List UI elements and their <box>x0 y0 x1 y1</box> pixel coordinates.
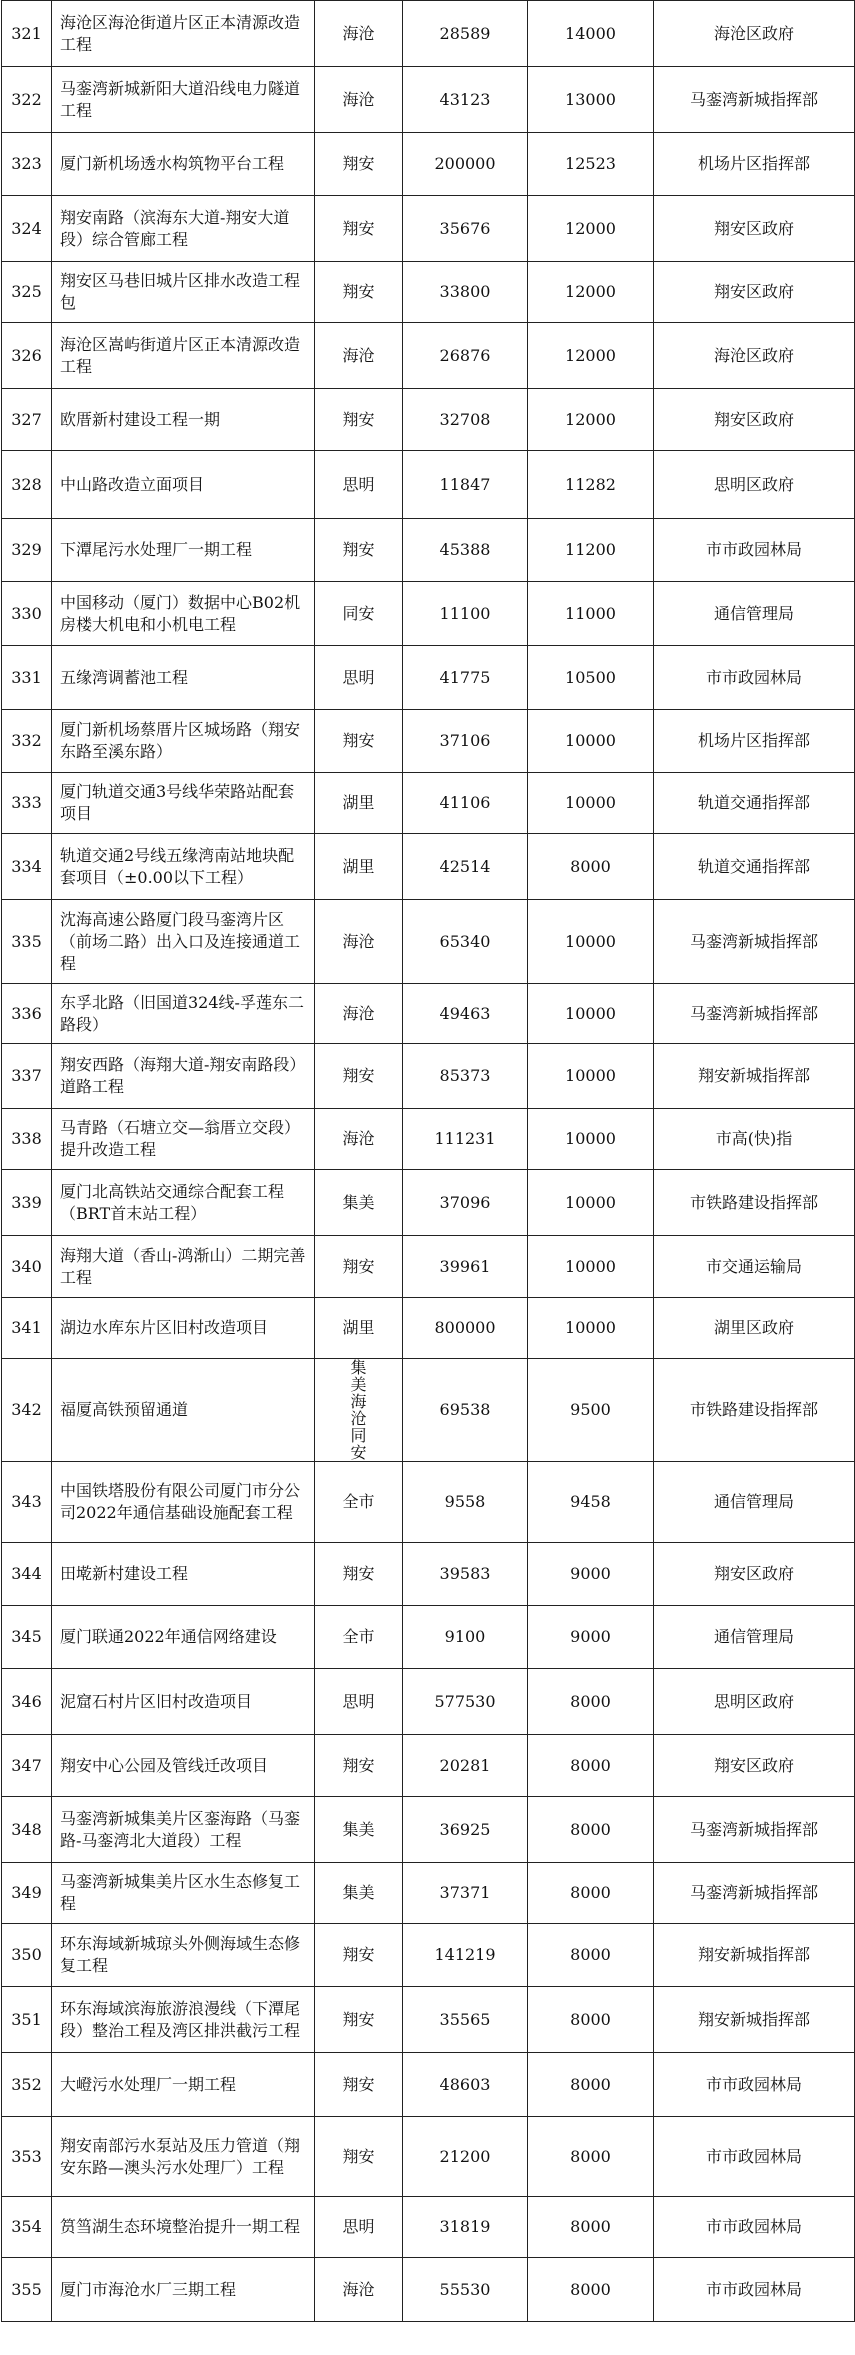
total-investment-cell: 39583 <box>403 1543 528 1606</box>
row-number-cell: 332 <box>2 710 52 773</box>
table-row <box>2 646 855 710</box>
project-name-cell: 中国移动（厦门）数据中心B02机房楼大机电和小机电工程 <box>52 582 315 646</box>
row-number-cell: 353 <box>2 2117 52 2197</box>
table-row <box>2 2258 855 2322</box>
total-investment-cell: 9100 <box>403 1606 528 1669</box>
table-row <box>2 1987 855 2053</box>
table-row <box>2 1298 855 1359</box>
responsible-unit-cell: 市市政园林局 <box>654 2117 855 2197</box>
responsible-unit-cell: 翔安新城指挥部 <box>654 1044 855 1109</box>
project-name-cell: 厦门新机场蔡厝片区城场路（翔安东路至溪东路） <box>52 710 315 773</box>
responsible-unit-cell: 市铁路建设指挥部 <box>654 1170 855 1236</box>
total-investment-cell: 28589 <box>403 1 528 67</box>
table-row <box>2 196 855 262</box>
district-cell: 翔安 <box>315 1236 403 1298</box>
annual-plan-cell: 14000 <box>528 1 654 67</box>
district-cell: 海沧 <box>315 2258 403 2322</box>
responsible-unit-cell: 马銮湾新城指挥部 <box>654 67 855 133</box>
annual-plan-cell: 8000 <box>528 2258 654 2322</box>
responsible-unit-cell: 翔安新城指挥部 <box>654 1924 855 1987</box>
row-number-cell: 331 <box>2 646 52 710</box>
table-row <box>2 834 855 900</box>
annual-plan-cell: 8000 <box>528 1863 654 1924</box>
table-row <box>2 133 855 196</box>
row-number-cell: 322 <box>2 67 52 133</box>
table-row <box>2 1109 855 1170</box>
responsible-unit-cell: 市铁路建设指挥部 <box>654 1359 855 1462</box>
row-number-cell: 336 <box>2 984 52 1044</box>
responsible-unit-cell: 市交通运输局 <box>654 1236 855 1298</box>
total-investment-cell: 111231 <box>403 1109 528 1170</box>
table-row <box>2 1606 855 1669</box>
district-cell: 思明 <box>315 1669 403 1735</box>
responsible-unit-cell: 海沧区政府 <box>654 323 855 389</box>
project-name-cell: 厦门新机场透水构筑物平台工程 <box>52 133 315 196</box>
table-row <box>2 1170 855 1236</box>
annual-plan-cell: 10000 <box>528 984 654 1044</box>
annual-plan-cell: 10000 <box>528 1236 654 1298</box>
project-name-cell: 海沧区嵩屿街道片区正本清源改造工程 <box>52 323 315 389</box>
responsible-unit-cell: 思明区政府 <box>654 451 855 519</box>
annual-plan-cell: 9000 <box>528 1543 654 1606</box>
responsible-unit-cell: 市市政园林局 <box>654 519 855 582</box>
annual-plan-cell: 12000 <box>528 262 654 323</box>
row-number-cell: 352 <box>2 2053 52 2117</box>
project-name-cell: 泥窟石村片区旧村改造项目 <box>52 1669 315 1735</box>
row-number-cell: 323 <box>2 133 52 196</box>
project-name-cell: 下潭尾污水处理厂一期工程 <box>52 519 315 582</box>
district-cell: 翔安 <box>315 1735 403 1797</box>
total-investment-cell: 9558 <box>403 1462 528 1543</box>
table-row <box>2 710 855 773</box>
project-name-cell: 筼筜湖生态环境整治提升一期工程 <box>52 2197 315 2258</box>
responsible-unit-cell: 市市政园林局 <box>654 646 855 710</box>
annual-plan-cell: 11282 <box>528 451 654 519</box>
row-number-cell: 327 <box>2 389 52 451</box>
row-number-cell: 341 <box>2 1298 52 1359</box>
district-cell: 思明 <box>315 2197 403 2258</box>
annual-plan-cell: 10000 <box>528 1044 654 1109</box>
total-investment-cell: 37371 <box>403 1863 528 1924</box>
total-investment-cell: 20281 <box>403 1735 528 1797</box>
project-name-cell: 马銮湾新城集美片区水生态修复工程 <box>52 1863 315 1924</box>
table-row <box>2 1669 855 1735</box>
district-cell: 海沧 <box>315 900 403 984</box>
responsible-unit-cell: 机场片区指挥部 <box>654 133 855 196</box>
annual-plan-cell: 8000 <box>528 834 654 900</box>
row-number-cell: 337 <box>2 1044 52 1109</box>
project-name-cell: 马銮湾新城新阳大道沿线电力隧道工程 <box>52 67 315 133</box>
table-row <box>2 1735 855 1797</box>
project-name-cell: 田墘新村建设工程 <box>52 1543 315 1606</box>
row-number-cell: 325 <box>2 262 52 323</box>
responsible-unit-cell: 翔安区政府 <box>654 389 855 451</box>
row-number-cell: 334 <box>2 834 52 900</box>
project-name-cell: 厦门北高铁站交通综合配套工程（BRT首末站工程） <box>52 1170 315 1236</box>
project-name-cell: 湖边水库东片区旧村改造项目 <box>52 1298 315 1359</box>
district-cell: 同安 <box>315 582 403 646</box>
annual-plan-cell: 10000 <box>528 1109 654 1170</box>
district-cell: 湖里 <box>315 1298 403 1359</box>
project-name-cell: 海翔大道（香山-鸿渐山）二期完善工程 <box>52 1236 315 1298</box>
responsible-unit-cell: 通信管理局 <box>654 582 855 646</box>
district-cell: 翔安 <box>315 389 403 451</box>
responsible-unit-cell: 翔安区政府 <box>654 262 855 323</box>
responsible-unit-cell: 马銮湾新城指挥部 <box>654 1797 855 1863</box>
row-number-cell: 350 <box>2 1924 52 1987</box>
annual-plan-cell: 9000 <box>528 1606 654 1669</box>
responsible-unit-cell: 思明区政府 <box>654 1669 855 1735</box>
annual-plan-cell: 12000 <box>528 323 654 389</box>
responsible-unit-cell: 通信管理局 <box>654 1462 855 1543</box>
total-investment-cell: 26876 <box>403 323 528 389</box>
total-investment-cell: 200000 <box>403 133 528 196</box>
responsible-unit-cell: 轨道交通指挥部 <box>654 773 855 834</box>
project-name-cell: 东孚北路（旧国道324线-孚莲东二路段） <box>52 984 315 1044</box>
district-cell: 翔安 <box>315 133 403 196</box>
total-investment-cell: 42514 <box>403 834 528 900</box>
district-cell: 集美 <box>315 1863 403 1924</box>
project-name-cell: 环东海域新城琼头外侧海域生态修复工程 <box>52 1924 315 1987</box>
annual-plan-cell: 12523 <box>528 133 654 196</box>
total-investment-cell: 65340 <box>403 900 528 984</box>
row-number-cell: 326 <box>2 323 52 389</box>
annual-plan-cell: 9500 <box>528 1359 654 1462</box>
annual-plan-cell: 10000 <box>528 710 654 773</box>
row-number-cell: 328 <box>2 451 52 519</box>
annual-plan-cell: 8000 <box>528 2117 654 2197</box>
table-row <box>2 1044 855 1109</box>
responsible-unit-cell: 市市政园林局 <box>654 2197 855 2258</box>
responsible-unit-cell: 马銮湾新城指挥部 <box>654 984 855 1044</box>
table-row <box>2 67 855 133</box>
table-row <box>2 2197 855 2258</box>
responsible-unit-cell: 马銮湾新城指挥部 <box>654 900 855 984</box>
project-table <box>1 0 855 2322</box>
table-body <box>2 1 855 2322</box>
table-row <box>2 1359 855 1462</box>
total-investment-cell: 800000 <box>403 1298 528 1359</box>
responsible-unit-cell: 翔安区政府 <box>654 1735 855 1797</box>
project-name-cell: 中国铁塔股份有限公司厦门市分公司2022年通信基础设施配套工程 <box>52 1462 315 1543</box>
district-cell: 湖里 <box>315 773 403 834</box>
row-number-cell: 330 <box>2 582 52 646</box>
total-investment-cell: 35676 <box>403 196 528 262</box>
project-name-cell: 中山路改造立面项目 <box>52 451 315 519</box>
project-name-cell: 大嶝污水处理厂一期工程 <box>52 2053 315 2117</box>
total-investment-cell: 37096 <box>403 1170 528 1236</box>
project-name-cell: 翔安南部污水泵站及压力管道（翔安东路—澳头污水处理厂）工程 <box>52 2117 315 2197</box>
district-cell: 翔安 <box>315 710 403 773</box>
total-investment-cell: 21200 <box>403 2117 528 2197</box>
total-investment-cell: 32708 <box>403 389 528 451</box>
annual-plan-cell: 9458 <box>528 1462 654 1543</box>
total-investment-cell: 11100 <box>403 582 528 646</box>
district-cell: 翔安 <box>315 1543 403 1606</box>
district-cell: 集美 <box>315 1797 403 1863</box>
row-number-cell: 321 <box>2 1 52 67</box>
total-investment-cell: 11847 <box>403 451 528 519</box>
total-investment-cell: 85373 <box>403 1044 528 1109</box>
total-investment-cell: 69538 <box>403 1359 528 1462</box>
row-number-cell: 340 <box>2 1236 52 1298</box>
row-number-cell: 324 <box>2 196 52 262</box>
annual-plan-cell: 8000 <box>528 1797 654 1863</box>
annual-plan-cell: 8000 <box>528 1735 654 1797</box>
responsible-unit-cell: 翔安区政府 <box>654 196 855 262</box>
row-number-cell: 349 <box>2 1863 52 1924</box>
annual-plan-cell: 10000 <box>528 1170 654 1236</box>
table-row <box>2 2053 855 2117</box>
table-row <box>2 451 855 519</box>
total-investment-cell: 41106 <box>403 773 528 834</box>
responsible-unit-cell: 海沧区政府 <box>654 1 855 67</box>
total-investment-cell: 41775 <box>403 646 528 710</box>
total-investment-cell: 55530 <box>403 2258 528 2322</box>
annual-plan-cell: 11200 <box>528 519 654 582</box>
district-cell: 全市 <box>315 1462 403 1543</box>
district-cell: 翔安 <box>315 1924 403 1987</box>
project-name-cell: 翔安中心公园及管线迁改项目 <box>52 1735 315 1797</box>
total-investment-cell: 49463 <box>403 984 528 1044</box>
total-investment-cell: 33800 <box>403 262 528 323</box>
district-cell: 翔安 <box>315 196 403 262</box>
responsible-unit-cell: 机场片区指挥部 <box>654 710 855 773</box>
annual-plan-cell: 12000 <box>528 196 654 262</box>
table-row <box>2 1236 855 1298</box>
row-number-cell: 342 <box>2 1359 52 1462</box>
district-cell: 翔安 <box>315 1987 403 2053</box>
annual-plan-cell: 8000 <box>528 1987 654 2053</box>
project-name-cell: 沈海高速公路厦门段马銮湾片区（前场二路）出入口及连接通道工程 <box>52 900 315 984</box>
total-investment-cell: 39961 <box>403 1236 528 1298</box>
project-name-cell: 轨道交通2号线五缘湾南站地块配套项目（±0.00以下工程） <box>52 834 315 900</box>
district-cell: 集美海沧同安 <box>315 1359 403 1462</box>
responsible-unit-cell: 市高(快)指 <box>654 1109 855 1170</box>
row-number-cell: 348 <box>2 1797 52 1863</box>
table-row <box>2 582 855 646</box>
row-number-cell: 347 <box>2 1735 52 1797</box>
project-name-cell: 海沧区海沧街道片区正本清源改造工程 <box>52 1 315 67</box>
district-cell: 翔安 <box>315 519 403 582</box>
district-cell: 集美 <box>315 1170 403 1236</box>
annual-plan-cell: 13000 <box>528 67 654 133</box>
table-row <box>2 1797 855 1863</box>
total-investment-cell: 35565 <box>403 1987 528 2053</box>
row-number-cell: 351 <box>2 1987 52 2053</box>
row-number-cell: 329 <box>2 519 52 582</box>
table-row <box>2 773 855 834</box>
row-number-cell: 354 <box>2 2197 52 2258</box>
row-number-cell: 344 <box>2 1543 52 1606</box>
project-name-cell: 福厦高铁预留通道 <box>52 1359 315 1462</box>
total-investment-cell: 141219 <box>403 1924 528 1987</box>
annual-plan-cell: 10000 <box>528 900 654 984</box>
table-row <box>2 262 855 323</box>
total-investment-cell: 48603 <box>403 2053 528 2117</box>
annual-plan-cell: 11000 <box>528 582 654 646</box>
project-name-cell: 翔安区马巷旧城片区排水改造工程包 <box>52 262 315 323</box>
district-cell: 翔安 <box>315 262 403 323</box>
responsible-unit-cell: 马銮湾新城指挥部 <box>654 1863 855 1924</box>
district-cell: 思明 <box>315 451 403 519</box>
district-cell: 海沧 <box>315 323 403 389</box>
project-name-cell: 翔安西路（海翔大道-翔安南路段）道路工程 <box>52 1044 315 1109</box>
district-cell: 全市 <box>315 1606 403 1669</box>
district-cell: 海沧 <box>315 67 403 133</box>
district-cell: 海沧 <box>315 1109 403 1170</box>
row-number-cell: 335 <box>2 900 52 984</box>
table-row <box>2 389 855 451</box>
table-row <box>2 1543 855 1606</box>
table-row <box>2 2117 855 2197</box>
district-cell: 海沧 <box>315 1 403 67</box>
annual-plan-cell: 10000 <box>528 1298 654 1359</box>
table-row <box>2 323 855 389</box>
project-name-cell: 翔安南路（滨海东大道-翔安大道段）综合管廊工程 <box>52 196 315 262</box>
district-cell: 海沧 <box>315 984 403 1044</box>
table-row <box>2 1462 855 1543</box>
row-number-cell: 343 <box>2 1462 52 1543</box>
table-row <box>2 984 855 1044</box>
responsible-unit-cell: 市市政园林局 <box>654 2053 855 2117</box>
project-name-cell: 马青路（石塘立交—翁厝立交段）提升改造工程 <box>52 1109 315 1170</box>
row-number-cell: 338 <box>2 1109 52 1170</box>
total-investment-cell: 577530 <box>403 1669 528 1735</box>
project-name-cell: 五缘湾调蓄池工程 <box>52 646 315 710</box>
annual-plan-cell: 10000 <box>528 773 654 834</box>
responsible-unit-cell: 通信管理局 <box>654 1606 855 1669</box>
total-investment-cell: 43123 <box>403 67 528 133</box>
district-cell: 思明 <box>315 646 403 710</box>
total-investment-cell: 36925 <box>403 1797 528 1863</box>
table-row <box>2 519 855 582</box>
annual-plan-cell: 8000 <box>528 2053 654 2117</box>
table-row <box>2 900 855 984</box>
district-cell: 湖里 <box>315 834 403 900</box>
total-investment-cell: 45388 <box>403 519 528 582</box>
responsible-unit-cell: 翔安区政府 <box>654 1543 855 1606</box>
project-name-cell: 厦门市海沧水厂三期工程 <box>52 2258 315 2322</box>
row-number-cell: 339 <box>2 1170 52 1236</box>
project-name-cell: 欧厝新村建设工程一期 <box>52 389 315 451</box>
project-name-cell: 环东海域滨海旅游浪漫线（下潭尾段）整治工程及湾区排洪截污工程 <box>52 1987 315 2053</box>
project-name-cell: 厦门轨道交通3号线华荣路站配套项目 <box>52 773 315 834</box>
table-row <box>2 1 855 67</box>
responsible-unit-cell: 市市政园林局 <box>654 2258 855 2322</box>
annual-plan-cell: 8000 <box>528 1669 654 1735</box>
total-investment-cell: 31819 <box>403 2197 528 2258</box>
project-name-cell: 马銮湾新城集美片区銮海路（马銮路-马銮湾北大道段）工程 <box>52 1797 315 1863</box>
responsible-unit-cell: 轨道交通指挥部 <box>654 834 855 900</box>
responsible-unit-cell: 湖里区政府 <box>654 1298 855 1359</box>
table-row <box>2 1924 855 1987</box>
table-row <box>2 1863 855 1924</box>
district-cell: 翔安 <box>315 2053 403 2117</box>
responsible-unit-cell: 翔安新城指挥部 <box>654 1987 855 2053</box>
row-number-cell: 346 <box>2 1669 52 1735</box>
row-number-cell: 355 <box>2 2258 52 2322</box>
annual-plan-cell: 10500 <box>528 646 654 710</box>
district-cell: 翔安 <box>315 2117 403 2197</box>
annual-plan-cell: 12000 <box>528 389 654 451</box>
district-cell: 翔安 <box>315 1044 403 1109</box>
row-number-cell: 345 <box>2 1606 52 1669</box>
annual-plan-cell: 8000 <box>528 2197 654 2258</box>
total-investment-cell: 37106 <box>403 710 528 773</box>
annual-plan-cell: 8000 <box>528 1924 654 1987</box>
row-number-cell: 333 <box>2 773 52 834</box>
project-name-cell: 厦门联通2022年通信网络建设 <box>52 1606 315 1669</box>
